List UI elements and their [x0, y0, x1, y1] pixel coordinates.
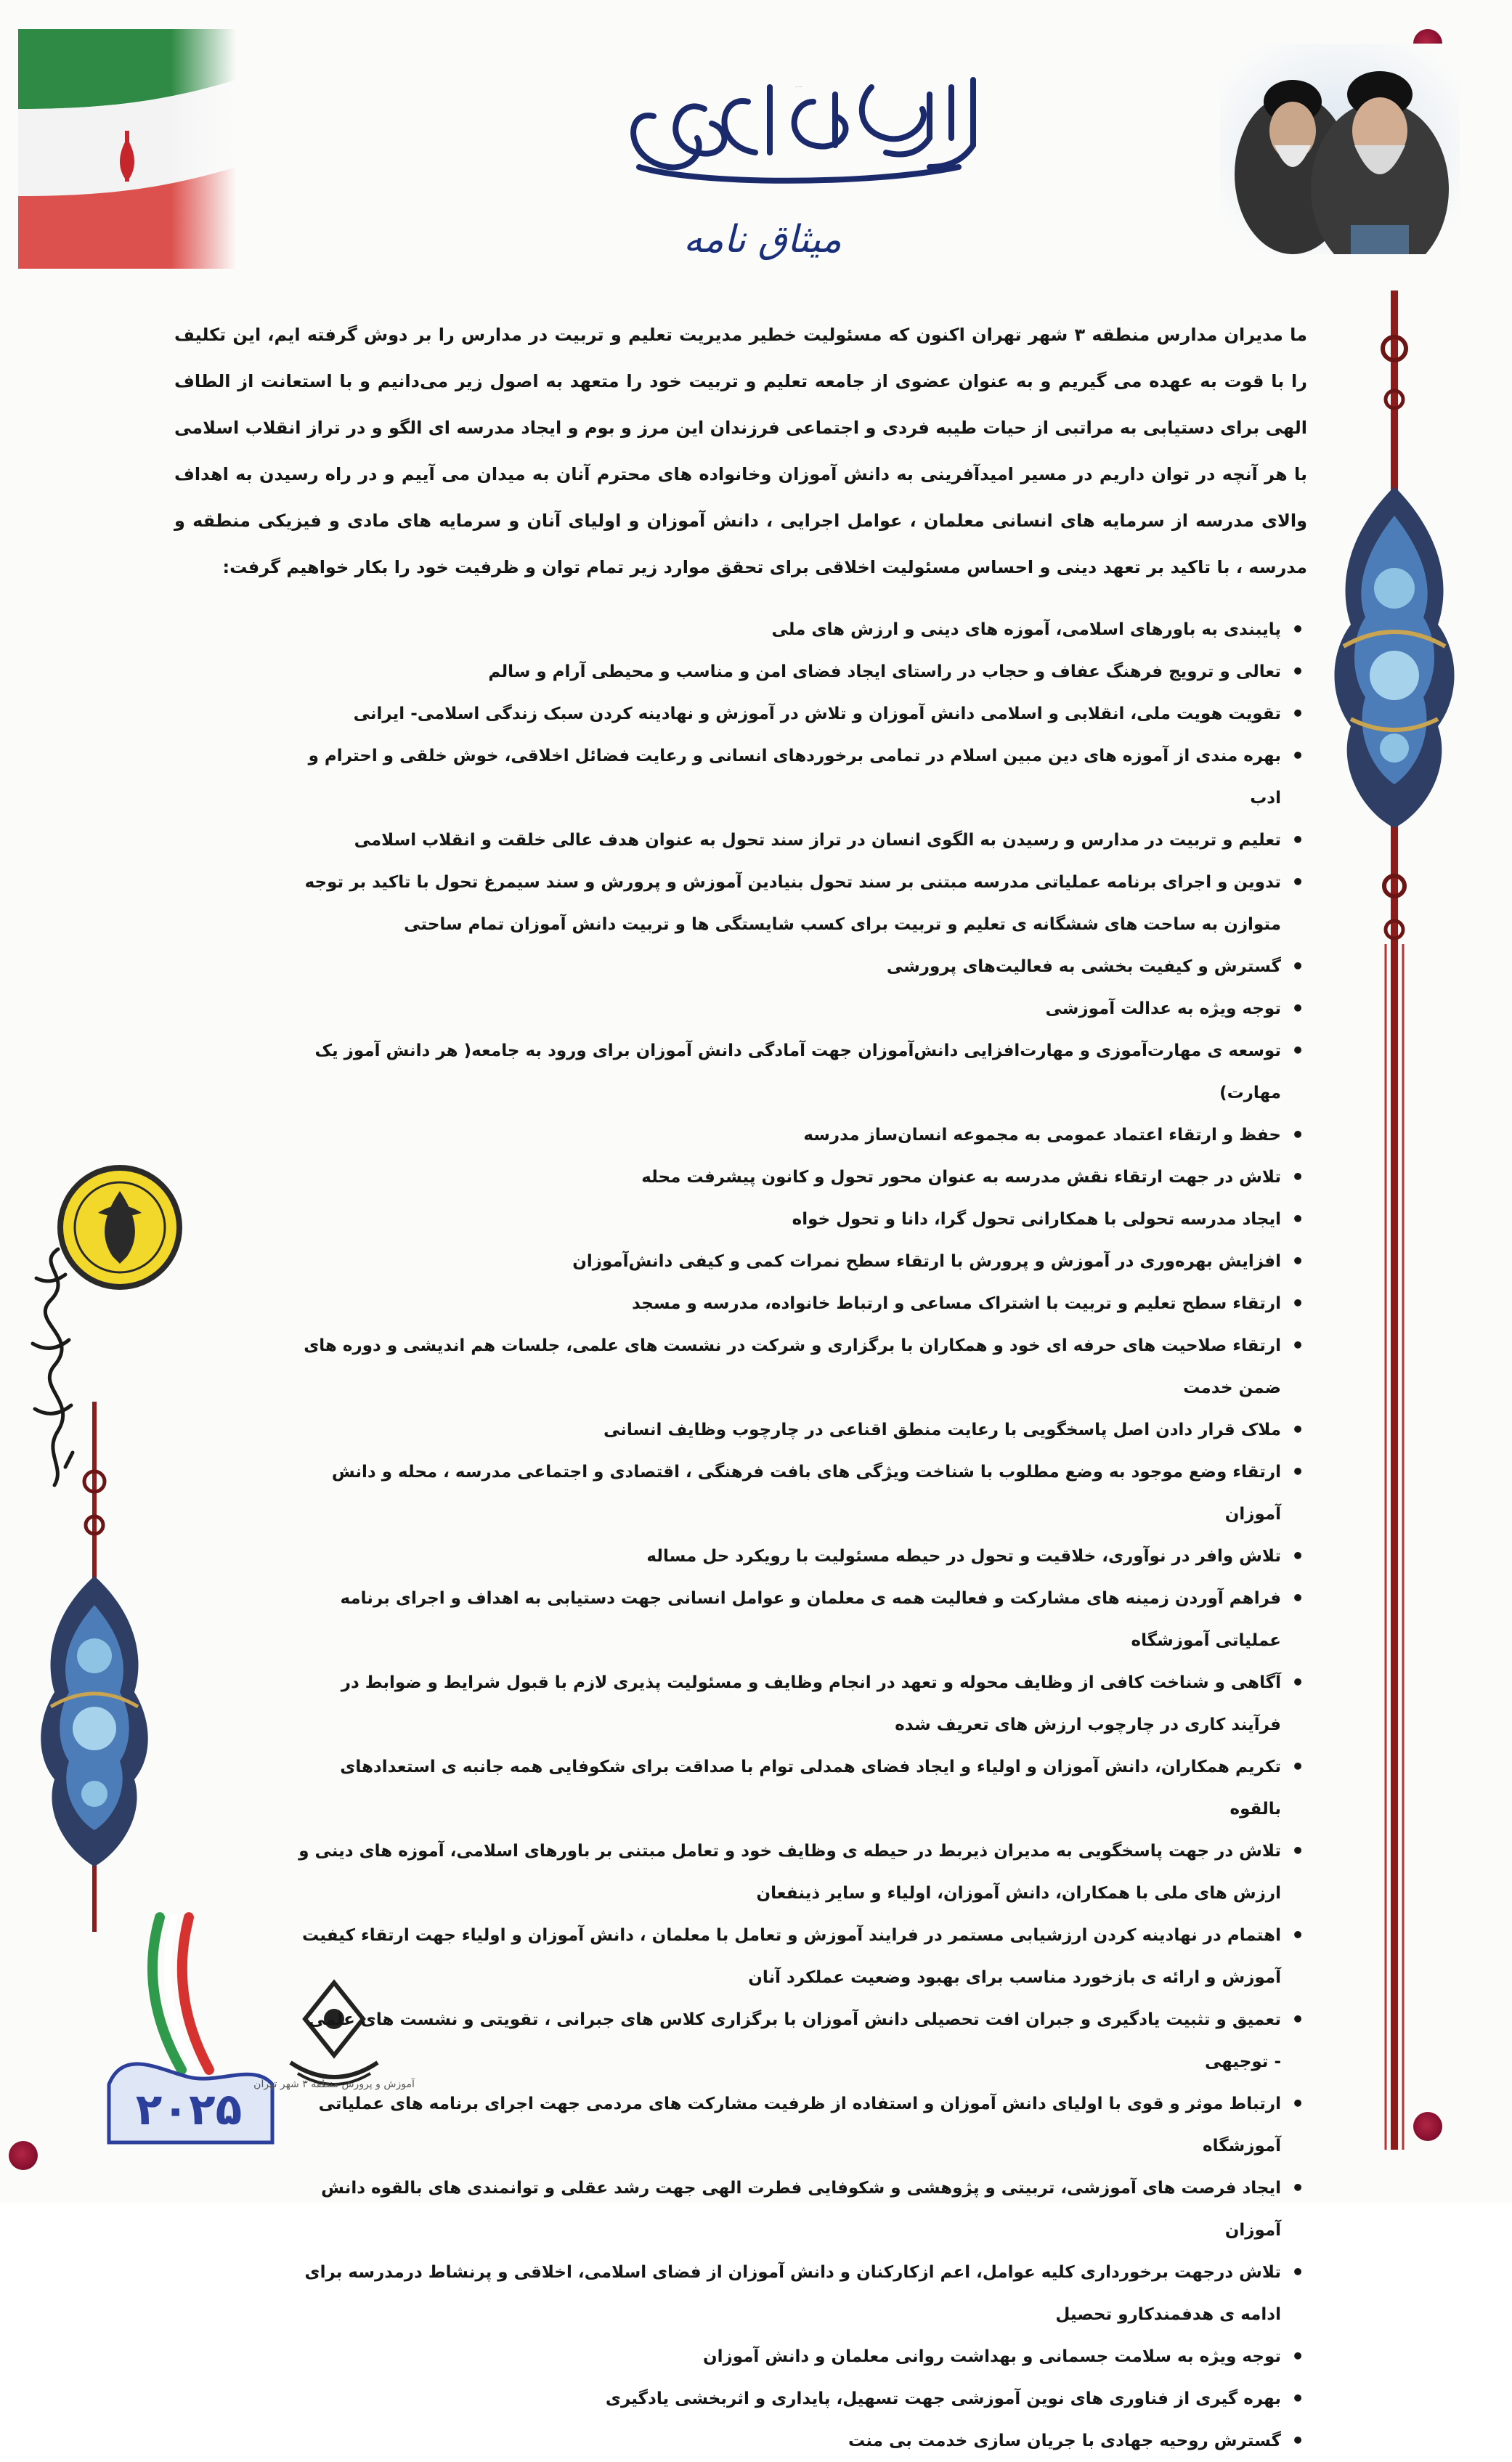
signature-text: شبکه تعاون رزمندگان — [54, 1365, 61, 1366]
decorative-border-right — [1322, 291, 1467, 2150]
list-item: • ارتقاء صلاحیت های حرفه ای خود و همکاران با برگزاری و شرکت در نشست های علمی، جلسات هم اندیشی و دوره های ضمن خدمت — [298, 1325, 1307, 1409]
emblem-signature — [15, 1235, 94, 1496]
list-item: • تلاش درجهت برخورداری کلیه عوامل، اعم ازکارکنان و دانش آموزان از فضای اسلامی، اخلاقی و پرنشاط درمدرسه برای ادامه ی هدفمندکارو تحصیل — [298, 2251, 1307, 2336]
list-item: • ارتقاء وضع موجود به وضع مطلوب با شناخت ویژگی های بافت فرهنگی ، اقتصادی و اجتماعی مدرسه ، محله و دانش آموزان — [298, 1451, 1307, 1535]
iran-flag-image — [18, 29, 236, 269]
list-item: • ارتباط موثر و قوی با اولیای دانش آموزان و استفاده از ظرفیت مشارکت های مردمی جهت اجرای برنامه های عملیاتی آموزشگاه — [298, 2083, 1307, 2167]
list-item: • فراهم آوردن زمینه های مشارکت و فعالیت همه ی معلمان و عوامل انسانی جهت دستیابی به اهداف و اجرای برنامه عملیاتی آموزشگاه — [298, 1577, 1307, 1662]
list-item: • تعمیق و تثبیت یادگیری و جبران افت تحصیلی دانش آموزان با برگزاری کلاس های جبرانی ، تقویتی و نشست های علمی - توجیهی — [298, 1999, 1307, 2083]
list-item: • بهره مندی از آموزه های دین مبین اسلام در تمامی برخوردهای انسانی و رعایت فضائل اخلاقی، خوش خلقی و احترام و ادب — [298, 735, 1307, 819]
list-item: • گسترش و کیفیت بخشی به فعالیت‌های پرورشی — [298, 946, 1307, 988]
list-item: • تدوین و اجرای برنامه عملیاتی مدرسه مبتنی بر سند تحول بنیادین آموزش و پرورش و سند سیمرغ تحول با تاکید بر توجه متوازن به ساحت های ششگانه ی تعلیم و تربیت برای کسب شایستگی ها و تربیت دانش آموزان تمام ساحتی — [298, 861, 1307, 946]
list-item: • تعالی و ترویج فرهنگ عفاف و حجاب در راستای ایجاد فضای امن و مناسب و محیطی آرام و سالم — [298, 651, 1307, 693]
intro-paragraph: ما مدیران مدارس منطقه ۳ شهر تهران اکنون که مسئولیت خطیر مدیریت تعلیم و تربیت در مدارس را بر دوش گرفته ایم، این تکلیف را با قوت به عهده می گیریم و به عنوان عضوی از جامعه تعلیم و تربیت خود را متعهد به اصول زیر می‌دانیم و با استعانت از الطاف الهی برای دستیابی به مراتبی از حیات طیبه فردی و اجتماعی فرزندان این مرز و بوم و ایجاد مدرسه ای الگو و در تراز انقلاب اسلامی با هر آنچه در توان داریم در مسیر امیدآفرینی به دانش آموزان وخانواده های محترم آنان به میدان می آییم و در راه رسیدن به اهداف والای مدرسه از سرمایه های انسانی معلمان ، عوامل اجرایی ، دانش آموزان و اولیای آنان و سرمایه های مادی و فیزیکی منطقه و مدرسه ، با تاکید بر تعهد دینی و احساس مسئولیت اخلاقی برای تحقق موارد زیر تمام توان و ظرفیت خود را بکار خواهیم گرفت: — [174, 325, 1307, 577]
basmala-calligraphy — [596, 58, 1002, 196]
list-item: • ایجاد مدرسه تحولی با همکارانی تحول گرا، دانا و تحول خواه — [298, 1198, 1307, 1240]
page-title: میثاق نامه — [683, 218, 842, 261]
list-item: • تعلیم و تربیت در مدارس و رسیدن به الگوی انسان در تراز سند تحول به عنوان هدف عالی خلقت و انقلاب اسلامی — [298, 819, 1307, 861]
list-item: • توسعه ی مهارت‌آموزی و مهارت‌افزایی دانش‌آموزان جهت آمادگی دانش آموزان برای ورود به جامعه( هر دانش آموز یک مهارت) — [298, 1030, 1307, 1114]
list-item: • بهره گیری از فناوری های نوین آموزشی جهت تسهیل، پایداری و اثربخشی یادگیری — [298, 2378, 1307, 2420]
list-item: • تلاش در جهت ارتقاء نقش مدرسه به عنوان محور تحول و کانون پیشرفت محله — [298, 1156, 1307, 1198]
list-item: • تلاش در جهت پاسخگویی به مدیران ذیربط در حیطه ی وظایف خود و تعامل مبتنی بر باورهای اسلامی، آموزه های دینی و ارزش های ملی با همکاران، دانش آموزان، اولیاء و سایر ذینفعان — [298, 1830, 1307, 1914]
list-item: • ایجاد فرصت های آموزشی، تربیتی و پژوهشی و شکوفایی فطرت الهی جهت رشد عقلی و توانمندی های بالقوه دانش آموزان — [298, 2167, 1307, 2251]
list-item: • ملاک قرار دادن اصل پاسخگویی با رعایت منطق اقناعی در چارچوب وظایف انسانی — [298, 1409, 1307, 1451]
list-item: • ارتقاء سطح تعلیم و تربیت با اشتراک مساعی و ارتباط خانواده، مدرسه و مسجد — [298, 1283, 1307, 1325]
list-item: • تلاش وافر در نوآوری، خلاقیت و تحول در حیطه مسئولیت با رویکرد حل مساله — [298, 1535, 1307, 1577]
list-item: • حفظ و ارتقاء اعتماد عمومی به مجموعه انسان‌ساز مدرسه — [298, 1114, 1307, 1156]
binder-hole-left — [9, 2141, 38, 2170]
list-item: • پایبندی به باورهای اسلامی، آموزه های دینی و ارزش های ملی — [298, 609, 1307, 651]
list-item: • توجه ویژه به عدالت آموزشی — [298, 988, 1307, 1030]
list-item: • آگاهی و شناخت کافی از وظایف محوله و تعهد در انجام وظایف و مسئولیت پذیری لازم با قبول شرایط و ضوابط در فرآیند کاری در چارچوب ارزش های تعریف شده — [298, 1662, 1307, 1746]
list-item: • تقویت هویت ملی، انقلابی و اسلامی دانش آموزان و تلاش در آموزش و نهادینه کردن سبک زندگی اسلامی- ایرانی — [298, 693, 1307, 735]
list-item: • توجه ویژه به سلامت جسمانی و بهداشت روانی معلمان و دانش آموزان — [298, 2336, 1307, 2378]
logo-year-text: ۲۰۲۵ — [135, 2084, 243, 2135]
list-item: • اهتمام در نهادینه کردن ارزشیابی مستمر در فرایند آموزش و تعامل با معلمان ، دانش آموزان و اولیاء جهت ارتقاء کیفیت آموزش و ارائه ی بازخورد مناسب برای بهبود وضعیت عملکرد آنان — [298, 1914, 1307, 1999]
portraits-image — [1220, 44, 1460, 254]
list-item: • تکریم همکاران، دانش آموزان و اولیاء و ایجاد فضای همدلی توام با صداقت برای شکوفایی همه جانبه ی استعدادهای بالقوه — [298, 1746, 1307, 1830]
list-item: • گسترش روحیه جهادی با جریان سازی خدمت بی منت — [298, 2420, 1307, 2462]
education-logo-caption: آموزش و پرورش منطقه ۳ شهر تهران — [253, 2079, 415, 2090]
basmala-text: بسم الله الرحمن الرحیم — [794, 87, 803, 88]
commitment-list — [298, 609, 1307, 2462]
list-item: • افزایش بهره‌وری در آموزش و پرورش با ارتقاء سطح نمرات کمی و کیفی دانش‌آموزان — [298, 1240, 1307, 1283]
